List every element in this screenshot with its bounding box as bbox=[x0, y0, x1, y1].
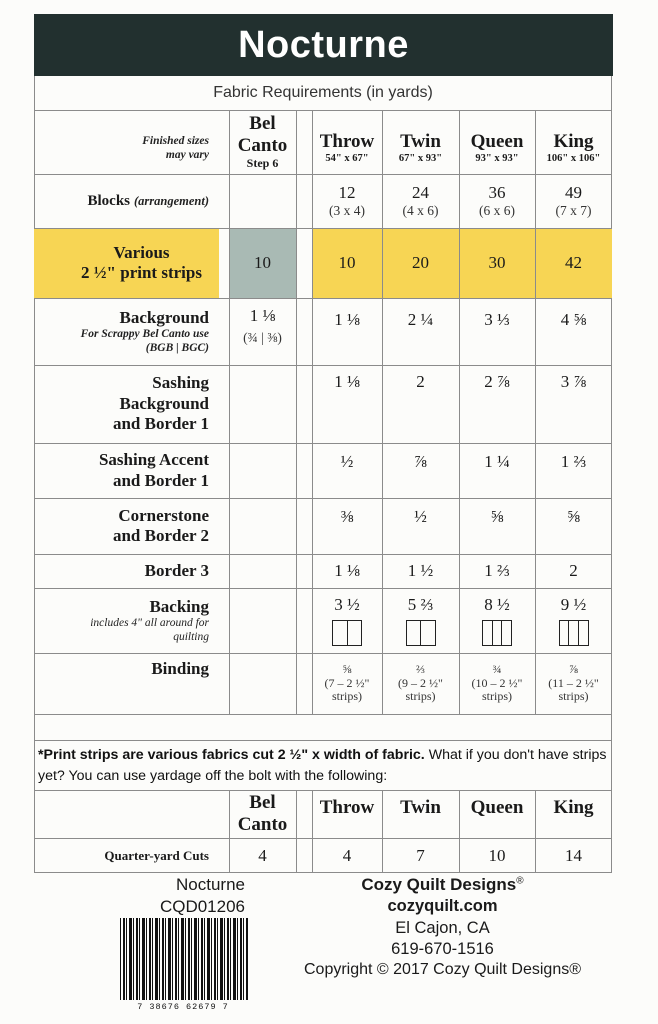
cornerstone-queen: ⅝ bbox=[490, 507, 504, 527]
cuts-header-throw: Throw bbox=[319, 797, 375, 819]
blocks-king: 49 (7 x 7) bbox=[555, 183, 592, 219]
border3-king: 2 bbox=[569, 561, 578, 581]
cornerstone-twin: ½ bbox=[414, 507, 427, 527]
row-label-blocks: Blocks (arrangement) bbox=[87, 193, 209, 209]
row-label-backing: Backing includes 4" all around for quilting bbox=[90, 596, 209, 643]
backing-panels-icon bbox=[332, 620, 362, 646]
row-label-quarter-yard-cuts: Quarter-yard Cuts bbox=[104, 847, 209, 863]
row-label-sashing-background: Sashing Background and Border 1 bbox=[112, 373, 209, 434]
background-king: 4 ⅝ bbox=[560, 310, 587, 330]
cuts-header-queen: Queen bbox=[470, 797, 524, 819]
strips-king: 42 bbox=[565, 253, 582, 273]
website-link[interactable]: cozyquilt.com bbox=[387, 897, 498, 916]
grid-line bbox=[296, 110, 297, 714]
grid-line bbox=[296, 790, 297, 873]
copyright: Copyright © 2017 Cozy Quilt Designs® bbox=[303, 961, 582, 979]
binding-throw: ⅝ (7 – 2 ½" strips) bbox=[324, 661, 370, 704]
grid-line bbox=[229, 110, 230, 714]
backing-panels-icon bbox=[406, 620, 436, 646]
company-name: Cozy Quilt Designs® bbox=[361, 875, 524, 894]
row-label-binding: Binding bbox=[151, 659, 209, 678]
backing-panel bbox=[421, 621, 435, 645]
blocks-twin: 24 (4 x 6) bbox=[402, 183, 439, 219]
sashing-accent-throw: ½ bbox=[340, 452, 354, 472]
header-bel-canto: Bel Canto Step 6 bbox=[237, 113, 288, 170]
sashing-accent-queen: 1 ¼ bbox=[484, 452, 510, 472]
pattern-id-block bbox=[115, 874, 245, 918]
cuts-throw: 4 bbox=[342, 845, 352, 865]
row-label-print-strips: Various 2 ½" print strips bbox=[81, 242, 202, 282]
strips-queen: 30 bbox=[488, 253, 506, 273]
sashing-accent-twin: ⅞ bbox=[414, 452, 427, 472]
print-strips-note: *Print strips are various fabrics cut 2 ½" x width of fabric. What if you don't have strips yet? You can use yardage off the bolt with the following: bbox=[38, 747, 607, 784]
cuts-header-twin: Twin bbox=[400, 797, 441, 819]
header-queen: Queen 93" x 93" bbox=[470, 131, 524, 164]
backing-twin: 5 ⅔ bbox=[382, 588, 459, 653]
header-twin: Twin 67" x 93" bbox=[398, 131, 443, 164]
backing-panel bbox=[502, 621, 511, 645]
strips-throw: 10 bbox=[338, 253, 356, 273]
pattern-sku: CQD01206 bbox=[159, 897, 245, 917]
cuts-twin: 7 bbox=[416, 845, 425, 865]
backing-king: 9 ½ bbox=[535, 588, 612, 653]
backing-panels-icon bbox=[482, 620, 512, 646]
binding-king: ⅞ (11 – 2 ½" strips) bbox=[548, 661, 599, 704]
row-label-border-3: Border 3 bbox=[144, 560, 209, 580]
finished-sizes-note: Finished sizes may vary bbox=[142, 135, 209, 161]
cuts-header-bel-canto: Bel Canto bbox=[237, 792, 288, 835]
row-label-sashing-accent: Sashing Accent and Border 1 bbox=[98, 450, 209, 490]
backing-panel bbox=[333, 621, 348, 645]
border3-twin: 1 ½ bbox=[407, 561, 434, 581]
cuts-header-king: King bbox=[553, 797, 594, 819]
barcode-icon bbox=[120, 918, 248, 1000]
row-label-background: Background For Scrappy Bel Canto use (BGB | BGC) bbox=[80, 307, 209, 354]
backing-panel bbox=[569, 621, 579, 645]
company-city: El Cajon, CA bbox=[395, 918, 490, 937]
backing-panel bbox=[348, 621, 362, 645]
header-throw: Throw 54" x 67" bbox=[319, 131, 375, 164]
background-throw: 1 ⅛ bbox=[334, 310, 360, 330]
title-bar bbox=[34, 14, 613, 76]
blocks-throw: 12 (3 x 4) bbox=[329, 183, 365, 219]
strips-twin: 20 bbox=[412, 253, 429, 273]
sashing-accent-king: 1 ⅔ bbox=[560, 452, 587, 472]
cornerstone-king: ⅝ bbox=[567, 507, 580, 527]
page-title: Nocturne bbox=[238, 23, 409, 66]
sashing-bg-twin: 2 bbox=[416, 372, 425, 392]
grid-line bbox=[34, 714, 612, 715]
row-label-cornerstone: Cornerstone and Border 2 bbox=[112, 505, 209, 545]
backing-panel bbox=[560, 621, 570, 645]
company-phone: 619-670-1516 bbox=[391, 939, 494, 958]
pattern-name: Nocturne bbox=[176, 875, 245, 894]
binding-queen: ¾ (10 – 2 ½" strips) bbox=[471, 661, 523, 704]
header-king: King 106" x 106" bbox=[546, 131, 601, 164]
border3-queen: 1 ⅔ bbox=[484, 561, 510, 581]
sashing-bg-queen: 2 ⅞ bbox=[484, 372, 510, 392]
cuts-queen: 10 bbox=[488, 845, 506, 865]
cuts-king: 14 bbox=[565, 845, 582, 865]
cuts-bel-canto: 4 bbox=[258, 845, 267, 865]
cornerstone-throw: ⅜ bbox=[340, 507, 354, 527]
border3-throw: 1 ⅛ bbox=[334, 561, 360, 581]
binding-twin: ⅔ (9 – 2 ½" strips) bbox=[398, 661, 443, 704]
backing-panel bbox=[407, 621, 422, 645]
backing-throw: 3 ½ bbox=[312, 588, 382, 653]
publisher-info bbox=[245, 874, 640, 981]
backing-panel bbox=[579, 621, 588, 645]
sashing-bg-throw: 1 ⅛ bbox=[334, 372, 360, 392]
background-bel-canto: 1 ⅛ (¾ | ⅜) bbox=[243, 306, 282, 345]
blocks-queen: 36 (6 x 6) bbox=[479, 183, 515, 219]
barcode-number: 7 38676 62679 7 bbox=[113, 1002, 253, 1012]
backing-panel bbox=[493, 621, 503, 645]
background-queen: 3 ⅓ bbox=[484, 310, 510, 330]
sashing-bg-king: 3 ⅞ bbox=[560, 372, 587, 392]
grid-line bbox=[34, 740, 612, 741]
strips-bel-canto: 10 bbox=[254, 253, 271, 273]
table-subtitle: Fabric Requirements (in yards) bbox=[213, 84, 433, 101]
background-twin: 2 ¼ bbox=[407, 310, 434, 330]
backing-panel bbox=[483, 621, 493, 645]
backing-queen: 8 ½ bbox=[459, 588, 535, 653]
backing-panels-icon bbox=[559, 620, 589, 646]
